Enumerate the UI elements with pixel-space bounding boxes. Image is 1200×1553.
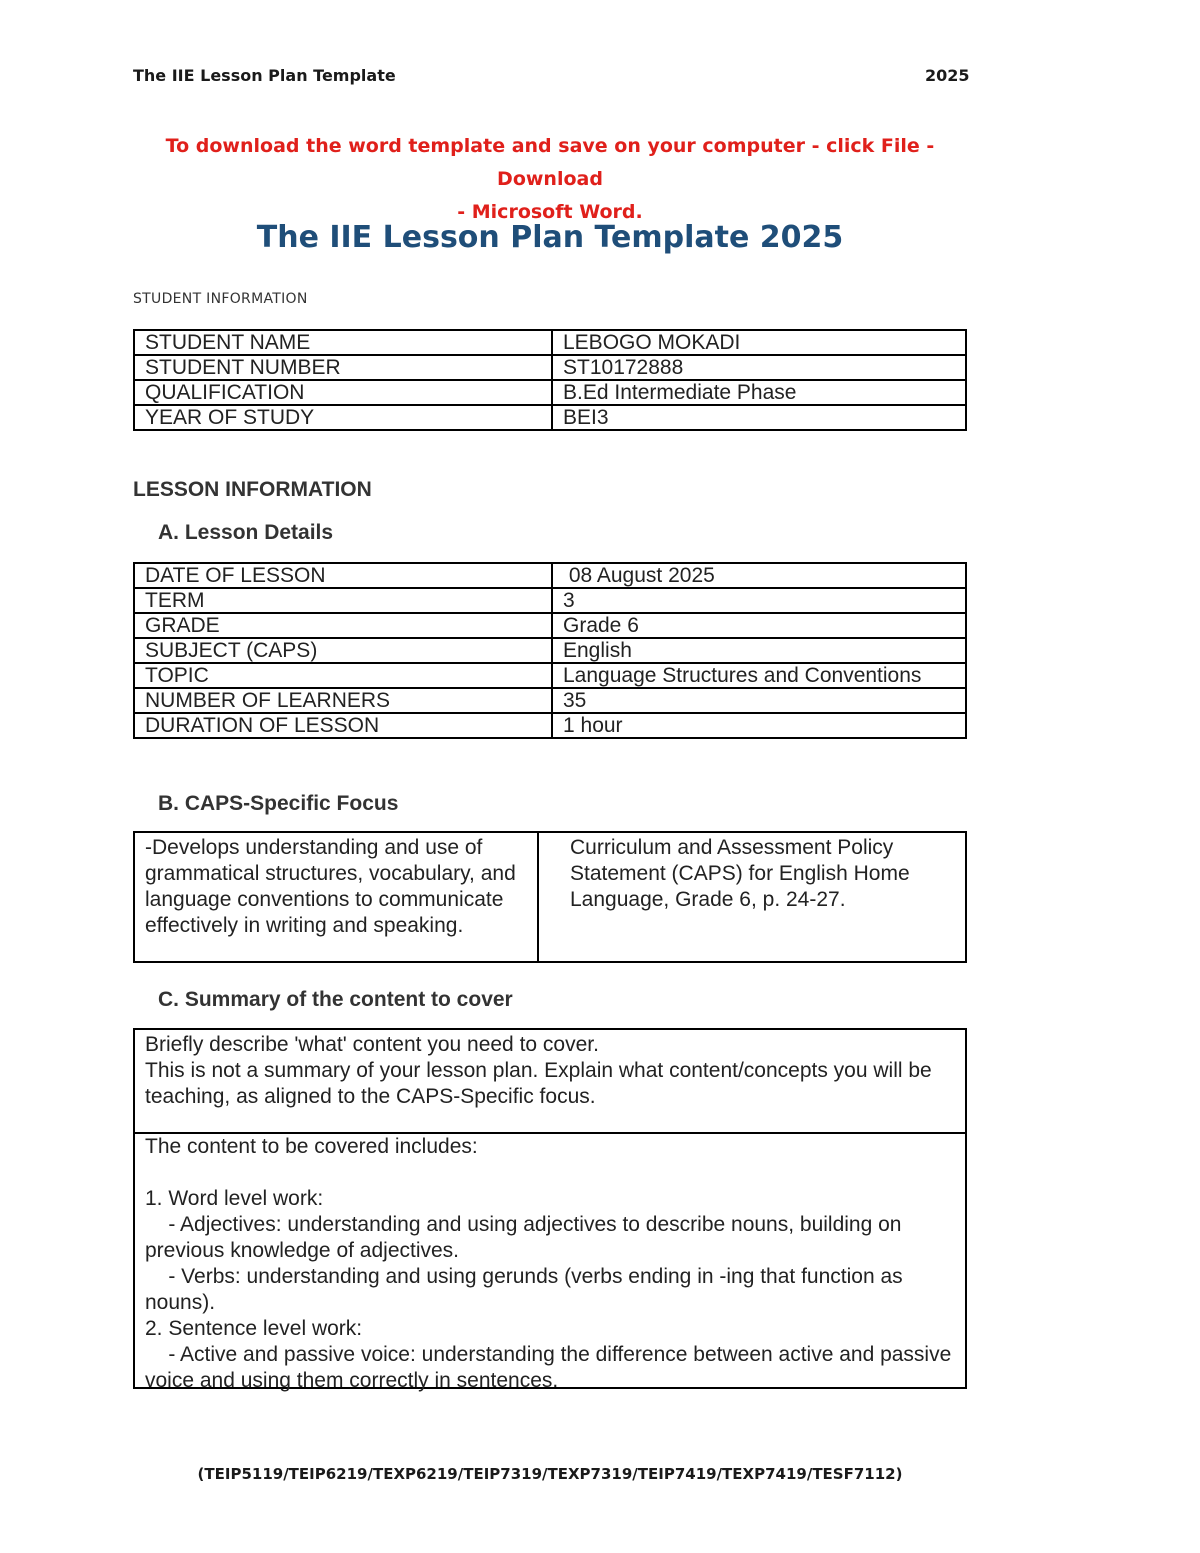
- table-row: [134, 380, 966, 405]
- download-notice: [130, 130, 970, 229]
- qualification-label: QUALIFICATION: [134, 380, 552, 405]
- download-notice-line1: To download the word template and save on your computer - click File - Download: [165, 135, 935, 190]
- lesson-details-table: [133, 562, 967, 739]
- lesson-info-heading: LESSON INFORMATION: [133, 478, 372, 501]
- page-title: The IIE Lesson Plan Template 2025: [256, 220, 844, 255]
- summary-instructions: Briefly describe 'what' content you need to cover. This is not a summary of your lesson plan. Explain what content/concepts you will be teaching, as aligned to the CAPS-Specific focus.: [135, 1030, 965, 1134]
- student-name-label: STUDENT NAME: [134, 330, 552, 355]
- date-of-lesson-value: 08 August 2025: [552, 563, 966, 588]
- table-row: [134, 330, 966, 355]
- term-value: 3: [552, 588, 966, 613]
- number-of-learners-value: 35: [552, 688, 966, 713]
- duration-value: 1 hour: [552, 713, 966, 738]
- caps-reference-text: Curriculum and Assessment Policy Statement (CAPS) for English Home Language, Grade 6, p. 24-27.: [570, 836, 916, 911]
- topic-value: Language Structures and Conventions: [552, 663, 966, 688]
- grade-value: Grade 6: [552, 613, 966, 638]
- lesson-details-heading: A. Lesson Details: [158, 521, 334, 544]
- header-year: 2025: [925, 66, 970, 85]
- summary-heading: C. Summary of the content to cover: [158, 988, 513, 1011]
- table-row: [134, 613, 966, 638]
- summary-table: [133, 1028, 967, 1392]
- table-row: [134, 588, 966, 613]
- subject-label: SUBJECT (CAPS): [134, 638, 552, 663]
- download-notice-line2: - Microsoft Word.: [457, 201, 643, 223]
- duration-label: DURATION OF LESSON: [134, 713, 552, 738]
- caps-focus-heading: B. CAPS-Specific Focus: [158, 792, 399, 815]
- student-number-value: ST10172888: [552, 355, 966, 380]
- student-number-label: STUDENT NUMBER: [134, 355, 552, 380]
- student-info-table: [133, 329, 967, 431]
- header-title: The IIE Lesson Plan Template: [133, 66, 396, 85]
- qualification-value: B.Ed Intermediate Phase: [552, 380, 966, 405]
- student-name-value: LEBOGO MOKADI: [552, 330, 966, 355]
- table-row: [134, 688, 966, 713]
- table-row: [134, 663, 966, 688]
- grade-label: GRADE: [134, 613, 552, 638]
- date-of-lesson-label: DATE OF LESSON: [134, 563, 552, 588]
- table-row: [134, 405, 966, 430]
- year-of-study-label: YEAR OF STUDY: [134, 405, 552, 430]
- number-of-learners-label: NUMBER OF LEARNERS: [134, 688, 552, 713]
- student-info-heading: STUDENT INFORMATION: [133, 291, 308, 307]
- table-row: [134, 355, 966, 380]
- subject-value: English: [552, 638, 966, 663]
- term-label: TERM: [134, 588, 552, 613]
- caps-focus-table: [133, 831, 967, 963]
- footer-module-codes: (TEIP5119/TEIP6219/TEXP6219/TEIP7319/TEXP7319/TEIP7419/TEXP7419/TESF7112): [197, 1465, 903, 1483]
- caps-focus-text: -Develops understanding and use of grammatical structures, vocabulary, and language conventions to communicate effectively in writing and speaking.: [135, 833, 539, 961]
- table-row: [134, 713, 966, 738]
- table-row: [134, 638, 966, 663]
- topic-label: TOPIC: [134, 663, 552, 688]
- year-of-study-value: BEI3: [552, 405, 966, 430]
- summary-content: The content to be covered includes: 1. Word level work: - Adjectives: understanding and using adjectives to describe nouns, building on previous knowledge of adjectives. - Verbs: understanding and using gerunds (verbs ending in -ing that function as nouns). 2. Sentence level work: - Active and passive voice: understanding the difference between active and passive voice and using them correctly in sentences.: [145, 1135, 952, 1392]
- table-row: [134, 563, 966, 588]
